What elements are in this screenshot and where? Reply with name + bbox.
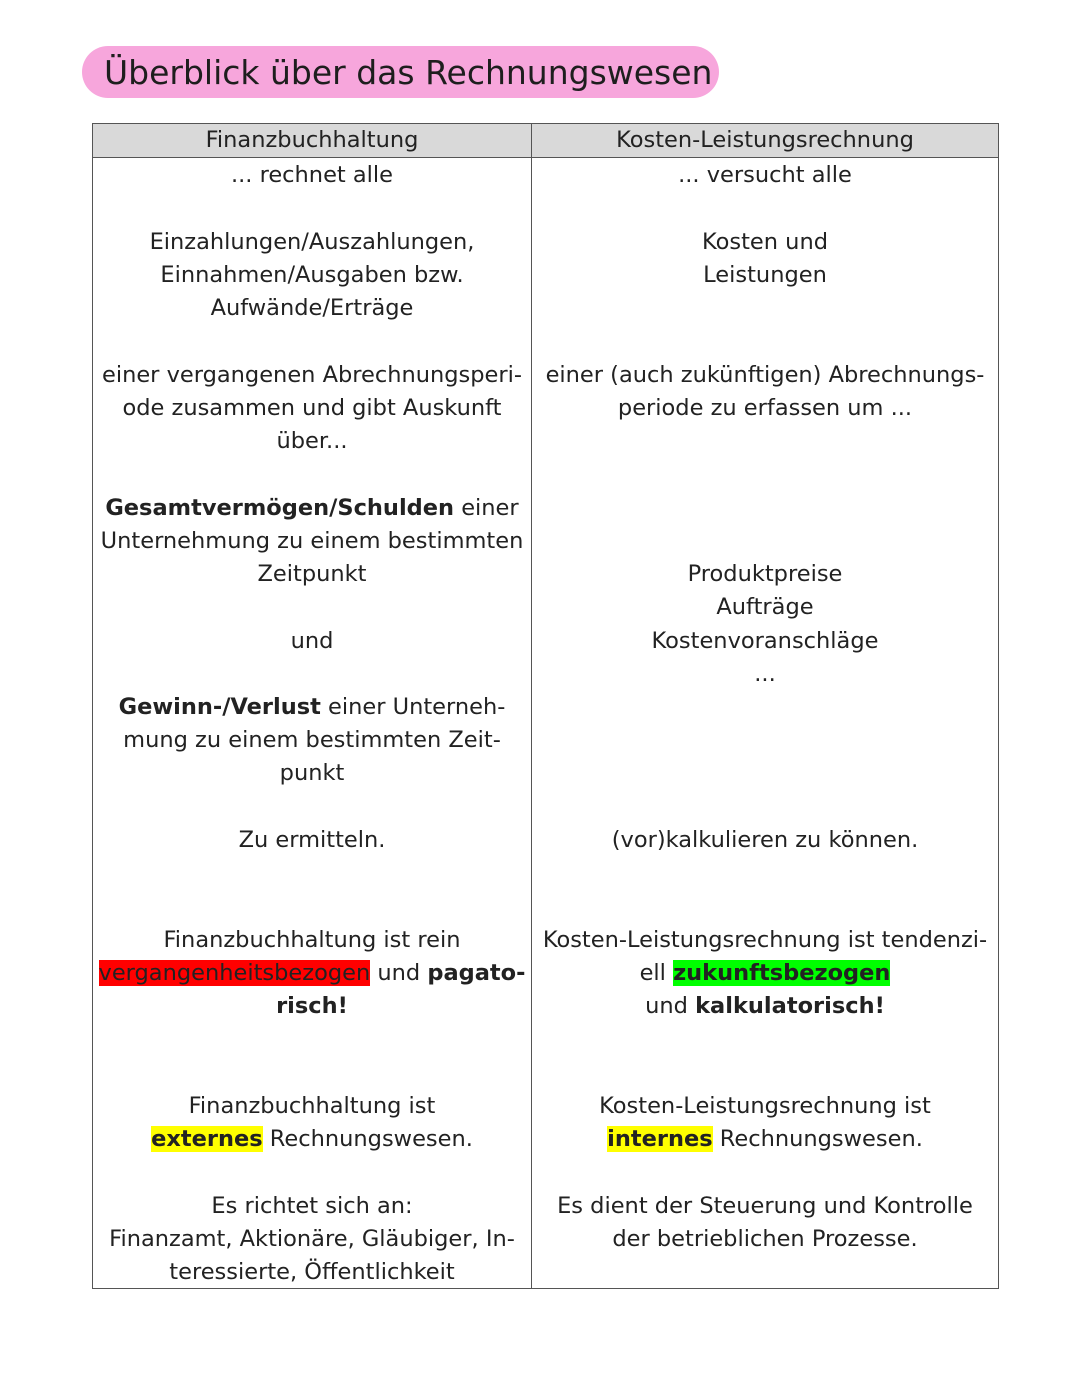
left-item: Aufwände/Erträge bbox=[210, 295, 414, 321]
left-und: und bbox=[290, 628, 334, 654]
highlight-externes: externes bbox=[151, 1126, 263, 1152]
left-type-line bbox=[93, 1123, 531, 1156]
type-rest: Rechnungswesen. bbox=[262, 1126, 473, 1152]
type-rest: Rechnungswesen. bbox=[712, 1126, 923, 1152]
left-type-line: Finanzbuchhaltung ist bbox=[188, 1093, 436, 1119]
right-period-line: einer (auch zukünftigen) Abrechnungs- bbox=[545, 362, 985, 388]
right-item: Leistungen bbox=[703, 262, 827, 288]
right-intro: ... versucht alle bbox=[678, 162, 852, 188]
left-period-line: einer vergangenen Abrechnungsperi- bbox=[101, 362, 523, 388]
left-item: Einzahlungen/Auszahlungen, bbox=[149, 229, 475, 255]
profit-rest: einer Unterneh- bbox=[320, 694, 506, 720]
highlight-vergangenheitsbezogen: vergangenheitsbezogen bbox=[98, 960, 371, 986]
left-nature-line: Finanzbuchhaltung ist rein bbox=[163, 927, 461, 953]
right-period-line: periode zu erfassen um ... bbox=[617, 395, 913, 421]
nature-bold: pagato- bbox=[427, 960, 526, 986]
nature-line3-pre: und bbox=[645, 993, 696, 1019]
right-purpose-item: Aufträge bbox=[716, 594, 814, 620]
nature-pre: ell bbox=[639, 960, 674, 986]
left-profit-line: mung zu einem bestimmten Zeit- bbox=[123, 727, 501, 753]
page-title: Überblick über das Rechnungswesen bbox=[82, 46, 719, 98]
left-period-line: über... bbox=[276, 428, 348, 454]
assets-rest: einer bbox=[454, 495, 519, 521]
right-nature-line: Kosten-Leistungsrechnung ist tendenzi- bbox=[542, 927, 988, 953]
left-intro: ... rechnet alle bbox=[230, 162, 394, 188]
right-purpose-item: Kostenvoranschläge bbox=[651, 628, 879, 654]
right-type-line: Kosten-Leistungsrechnung ist bbox=[599, 1093, 931, 1119]
left-period-line: ode zusammen und gibt Auskunft bbox=[122, 395, 502, 421]
left-profit-line bbox=[93, 691, 531, 724]
right-purpose-line: der betrieblichen Prozesse. bbox=[612, 1226, 918, 1252]
right-purpose-item: ... bbox=[754, 661, 776, 687]
left-audience-line: Es richtet sich an: bbox=[211, 1193, 413, 1219]
left-nature-line bbox=[93, 990, 531, 1023]
left-item: Einnahmen/Ausgaben bzw. bbox=[160, 262, 464, 288]
highlight-zukunftsbezogen: zukunftsbezogen bbox=[673, 960, 891, 986]
left-assets-line: Zeitpunkt bbox=[257, 561, 367, 587]
right-type-line bbox=[532, 1123, 998, 1156]
assets-bold: Gesamtvermögen/Schulden bbox=[105, 495, 455, 521]
right-calc: (vor)kalkulieren zu können. bbox=[611, 827, 919, 853]
nature-bold: kalkulatorisch! bbox=[695, 993, 885, 1019]
left-nature-line bbox=[93, 957, 531, 990]
nature-mid: und bbox=[370, 960, 428, 986]
left-assets-line: Unternehmung zu einem bestimmten bbox=[100, 528, 524, 554]
right-item: Kosten und bbox=[701, 229, 828, 255]
left-determine: Zu ermitteln. bbox=[238, 827, 386, 853]
left-profit-line: punkt bbox=[279, 760, 345, 786]
left-assets-line bbox=[93, 492, 531, 525]
right-purpose-line: Es dient der Steuerung und Kontrolle bbox=[557, 1193, 973, 1219]
highlight-internes: internes bbox=[607, 1126, 713, 1152]
header-finanzbuchhaltung: Finanzbuchhaltung bbox=[205, 127, 419, 153]
right-purpose-item: Produktpreise bbox=[687, 561, 843, 587]
header-kosten-leistungsrechnung: Kosten-Leistungsrechnung bbox=[616, 127, 914, 153]
comparison-table bbox=[92, 123, 999, 1289]
right-nature-line bbox=[532, 957, 998, 990]
left-audience-line: Finanzamt, Aktionäre, Gläubiger, In- bbox=[109, 1226, 515, 1252]
nature-bold: risch! bbox=[276, 993, 348, 1019]
left-audience-line: teressierte, Öffentlichkeit bbox=[169, 1259, 455, 1285]
right-nature-line bbox=[532, 990, 998, 1023]
profit-bold: Gewinn-/Verlust bbox=[118, 694, 321, 720]
